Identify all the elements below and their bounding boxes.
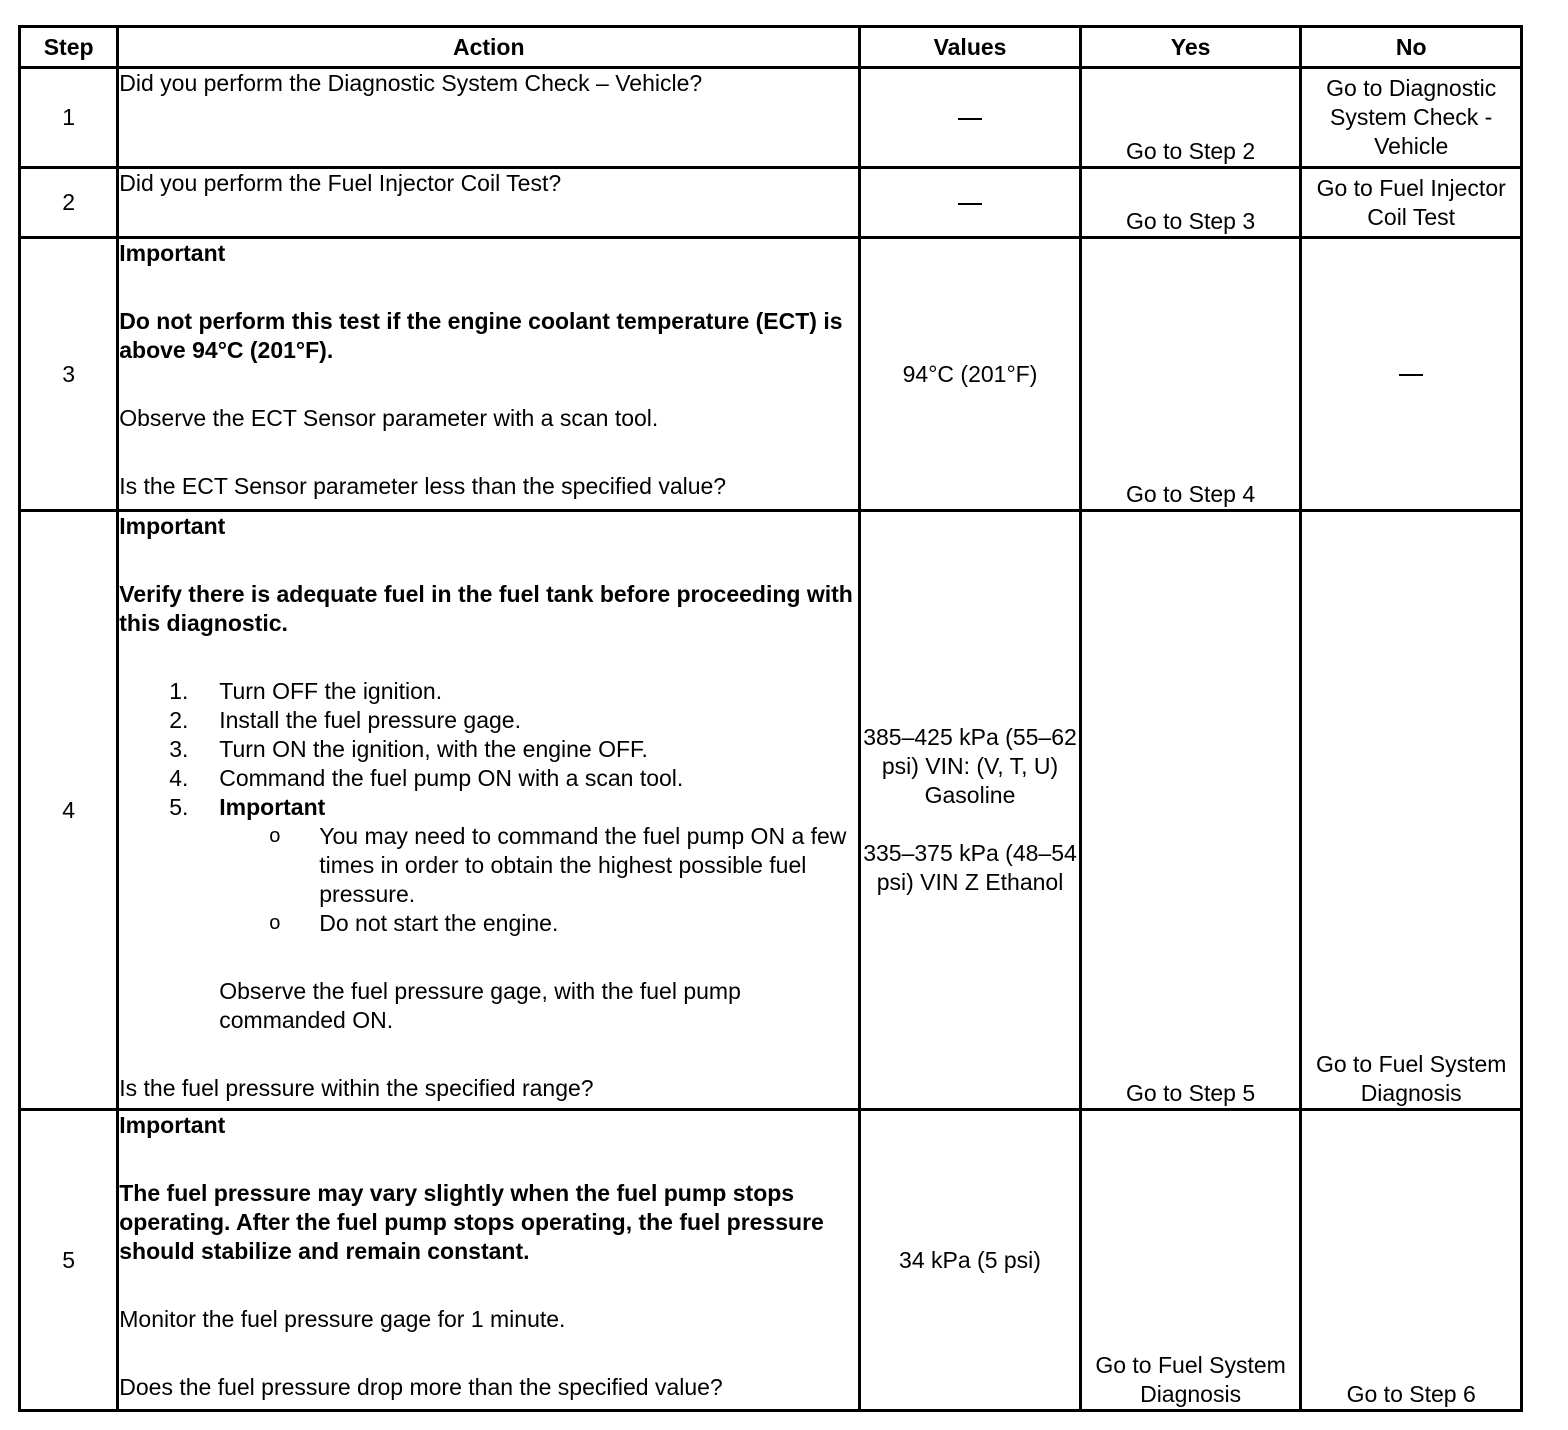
step-number: 4 xyxy=(20,511,118,1110)
step-number: 2 xyxy=(20,168,118,238)
sub-list-item: o Do not start the engine. xyxy=(269,910,559,936)
action-cell xyxy=(118,511,860,1110)
action-cell xyxy=(118,168,860,238)
list-item: 2. Install the fuel pressure gage. xyxy=(169,707,521,733)
no-cell: Go to Fuel Injector Coil Test xyxy=(1301,168,1522,238)
important-label: Important xyxy=(119,1112,226,1138)
sub-list-item: o You may need to command the fuel pump ON a few times in order to obtain the highest possible fuel pressure. xyxy=(269,823,847,907)
important-label: Important xyxy=(119,513,226,539)
instruction-text: Observe the ECT Sensor parameter with a scan tool. xyxy=(119,405,659,431)
dash-mark xyxy=(958,203,982,205)
list-item: 1. Turn OFF the ignition. xyxy=(169,678,443,704)
table-row xyxy=(20,238,1522,511)
step-number: 1 xyxy=(20,68,118,168)
dash-mark xyxy=(1399,374,1423,376)
table-row xyxy=(20,1110,1522,1411)
diagnostic-table xyxy=(18,25,1523,1412)
no-cell: Go to Fuel System Diagnosis xyxy=(1301,511,1522,1110)
action-question: Is the ECT Sensor parameter less than the specified value? xyxy=(119,473,727,499)
table-row xyxy=(20,511,1522,1110)
instruction-text: Monitor the fuel pressure gage for 1 minute. xyxy=(119,1306,566,1332)
action-cell xyxy=(118,68,860,168)
action-cell xyxy=(118,1110,860,1411)
header-values: Values xyxy=(860,27,1081,68)
list-item: 5. Important o You may need to command the fuel pump ON a few times in order to obtain the highest possible fuel pressure. o Do not start the engine. xyxy=(119,793,858,938)
yes-cell: Go to Fuel System Diagnosis xyxy=(1080,1110,1301,1411)
important-note: The fuel pressure may vary slightly when the fuel pump stops operating. After the fuel pump stops operating, the fuel pressure should stabilize and remain constant. xyxy=(119,1180,824,1264)
header-step: Step xyxy=(20,27,118,68)
values-cell xyxy=(860,168,1081,238)
header-yes: Yes xyxy=(1080,27,1301,68)
values-cell xyxy=(860,511,1081,1110)
no-cell xyxy=(1301,238,1522,511)
yes-cell: Go to Step 2 xyxy=(1080,68,1301,168)
value-gasoline: 385–425 kPa (55–62 psi) VIN: (V, T, U) Gasoline xyxy=(863,724,1077,808)
values-cell xyxy=(860,68,1081,168)
list-item: 3. Turn ON the ignition, with the engine OFF. xyxy=(169,736,648,762)
values-cell: 34 kPa (5 psi) xyxy=(860,1110,1081,1411)
observe-text: Observe the fuel pressure gage, with the fuel pump commanded ON. xyxy=(219,978,741,1033)
important-note: Do not perform this test if the engine coolant temperature (ECT) is above 94°C (201°F). xyxy=(119,308,843,363)
action-question: Did you perform the Diagnostic System Check – Vehicle? xyxy=(119,70,703,96)
yes-cell: Go to Step 5 xyxy=(1080,511,1301,1110)
dash-mark xyxy=(958,118,982,120)
important-label: Important xyxy=(119,240,226,266)
header-no: No xyxy=(1301,27,1522,68)
yes-cell: Go to Step 4 xyxy=(1080,238,1301,511)
important-note: Verify there is adequate fuel in the fuel tank before proceeding with this diagnostic. xyxy=(119,581,853,636)
value-ethanol: 335–375 kPa (48–54 psi) VIN Z Ethanol xyxy=(863,840,1077,895)
values-cell: 94°C (201°F) xyxy=(860,238,1081,511)
step-number: 5 xyxy=(20,1110,118,1411)
action-cell xyxy=(118,238,860,511)
header-action: Action xyxy=(118,27,860,68)
table-row xyxy=(20,68,1522,168)
no-cell: Go to Step 6 xyxy=(1301,1110,1522,1411)
table-row xyxy=(20,168,1522,238)
yes-cell: Go to Step 3 xyxy=(1080,168,1301,238)
action-question: Is the fuel pressure within the specified range? xyxy=(119,1075,594,1101)
sub-list xyxy=(219,822,858,938)
step-number: 3 xyxy=(20,238,118,511)
action-question: Did you perform the Fuel Injector Coil Test? xyxy=(119,170,562,196)
action-question: Does the fuel pressure drop more than the specified value? xyxy=(119,1374,723,1400)
procedure-list xyxy=(119,677,858,938)
header-row xyxy=(20,27,1522,68)
list-item: 4. Command the fuel pump ON with a scan tool. xyxy=(169,765,684,791)
no-cell: Go to Diagnostic System Check - Vehicle xyxy=(1301,68,1522,168)
